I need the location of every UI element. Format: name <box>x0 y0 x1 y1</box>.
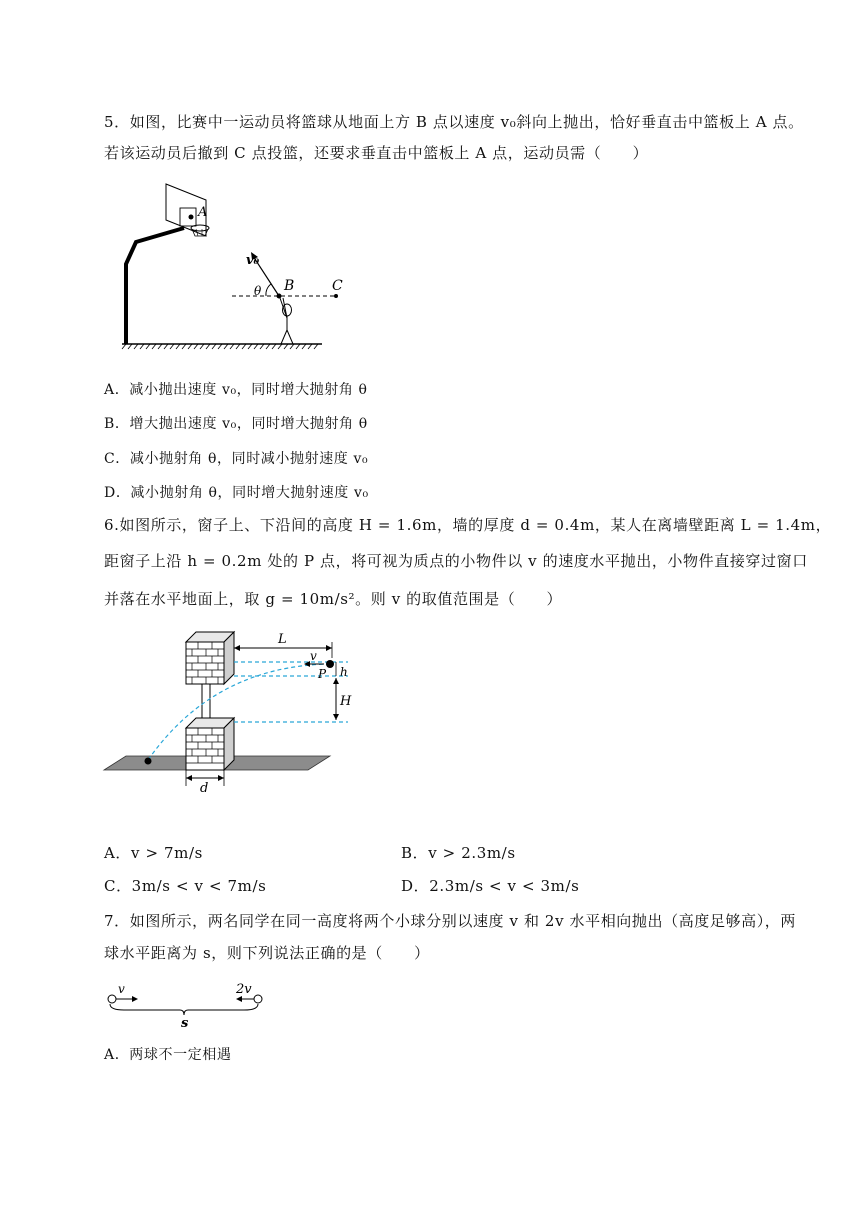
q5-stem-line1: 5．如图，比赛中一运动员将篮球从地面上方 B 点以速度 v₀斜向上抛出，恰好垂直击中篮板上 A 点。 <box>104 113 804 131</box>
q6-stem-line2: 距窗子上沿 h = 0.2m 处的 P 点，将可视为质点的小物件以 v 的速度水平抛出，小物件直接穿过窗口 <box>104 552 808 570</box>
q6-label-h: h <box>340 665 348 679</box>
q5-option-a[interactable]: A．减小抛出速度 v₀，同时增大抛射角 θ <box>104 382 368 398</box>
q5-label-B: B <box>284 278 295 294</box>
q5-label-v0: v₀ <box>246 253 260 268</box>
q5-option-d[interactable]: D．减小抛射角 θ，同时增大抛射速度 v₀ <box>104 485 369 501</box>
q7-label-v: v <box>118 982 125 996</box>
q6-option-c[interactable]: C．3m/s < v < 7m/s <box>104 877 267 895</box>
q7-balls-figure <box>104 980 274 1030</box>
q7-stem-line1: 7．如图所示，两名同学在同一高度将两个小球分别以速度 v 和 2v 水平相向抛出（高度足够高），两 <box>104 912 797 930</box>
q6-label-d: d <box>200 781 209 796</box>
q7-stem-line2: 球水平距离为 s，则下列说法正确的是（ ） <box>104 944 430 962</box>
q5-label-A: A <box>198 205 208 220</box>
q6-stem-line3: 并落在水平地面上，取 g = 10m/s²。则 v 的取值范围是（ ） <box>104 590 563 608</box>
q6-label-P: P <box>318 667 327 681</box>
q6-option-b[interactable]: B．v > 2.3m/s <box>401 844 516 862</box>
q6-label-H: H <box>340 694 352 709</box>
q5-stem-line2: 若该运动员后撤到 C 点投篮，还要求垂直击中篮板上 A 点，运动员需（ ） <box>104 144 649 162</box>
q5-option-b[interactable]: B．增大抛出速度 v₀，同时增大抛射角 θ <box>104 416 368 432</box>
q6-window-figure <box>104 628 352 798</box>
q6-stem-line1: 6.如图所示，窗子上、下沿间的高度 H = 1.6m，墙的厚度 d = 0.4m，某人在离墙壁距离 L = 1.4m， <box>104 516 832 534</box>
q5-label-theta: θ <box>254 284 262 298</box>
q5-label-C: C <box>332 278 343 294</box>
q5-basketball-figure <box>118 178 358 358</box>
q6-label-L: L <box>278 632 287 647</box>
q6-option-a[interactable]: A．v > 7m/s <box>104 844 203 862</box>
q7-label-s: s <box>181 1016 189 1031</box>
q5-option-c[interactable]: C．减小抛射角 θ，同时减小抛射速度 v₀ <box>104 451 369 467</box>
q6-option-d[interactable]: D．2.3m/s < v < 3m/s <box>401 877 580 895</box>
q7-option-a[interactable]: A．两球不一定相遇 <box>104 1047 232 1063</box>
q7-label-2v: 2v <box>236 982 252 997</box>
q6-label-v: v <box>310 649 317 663</box>
